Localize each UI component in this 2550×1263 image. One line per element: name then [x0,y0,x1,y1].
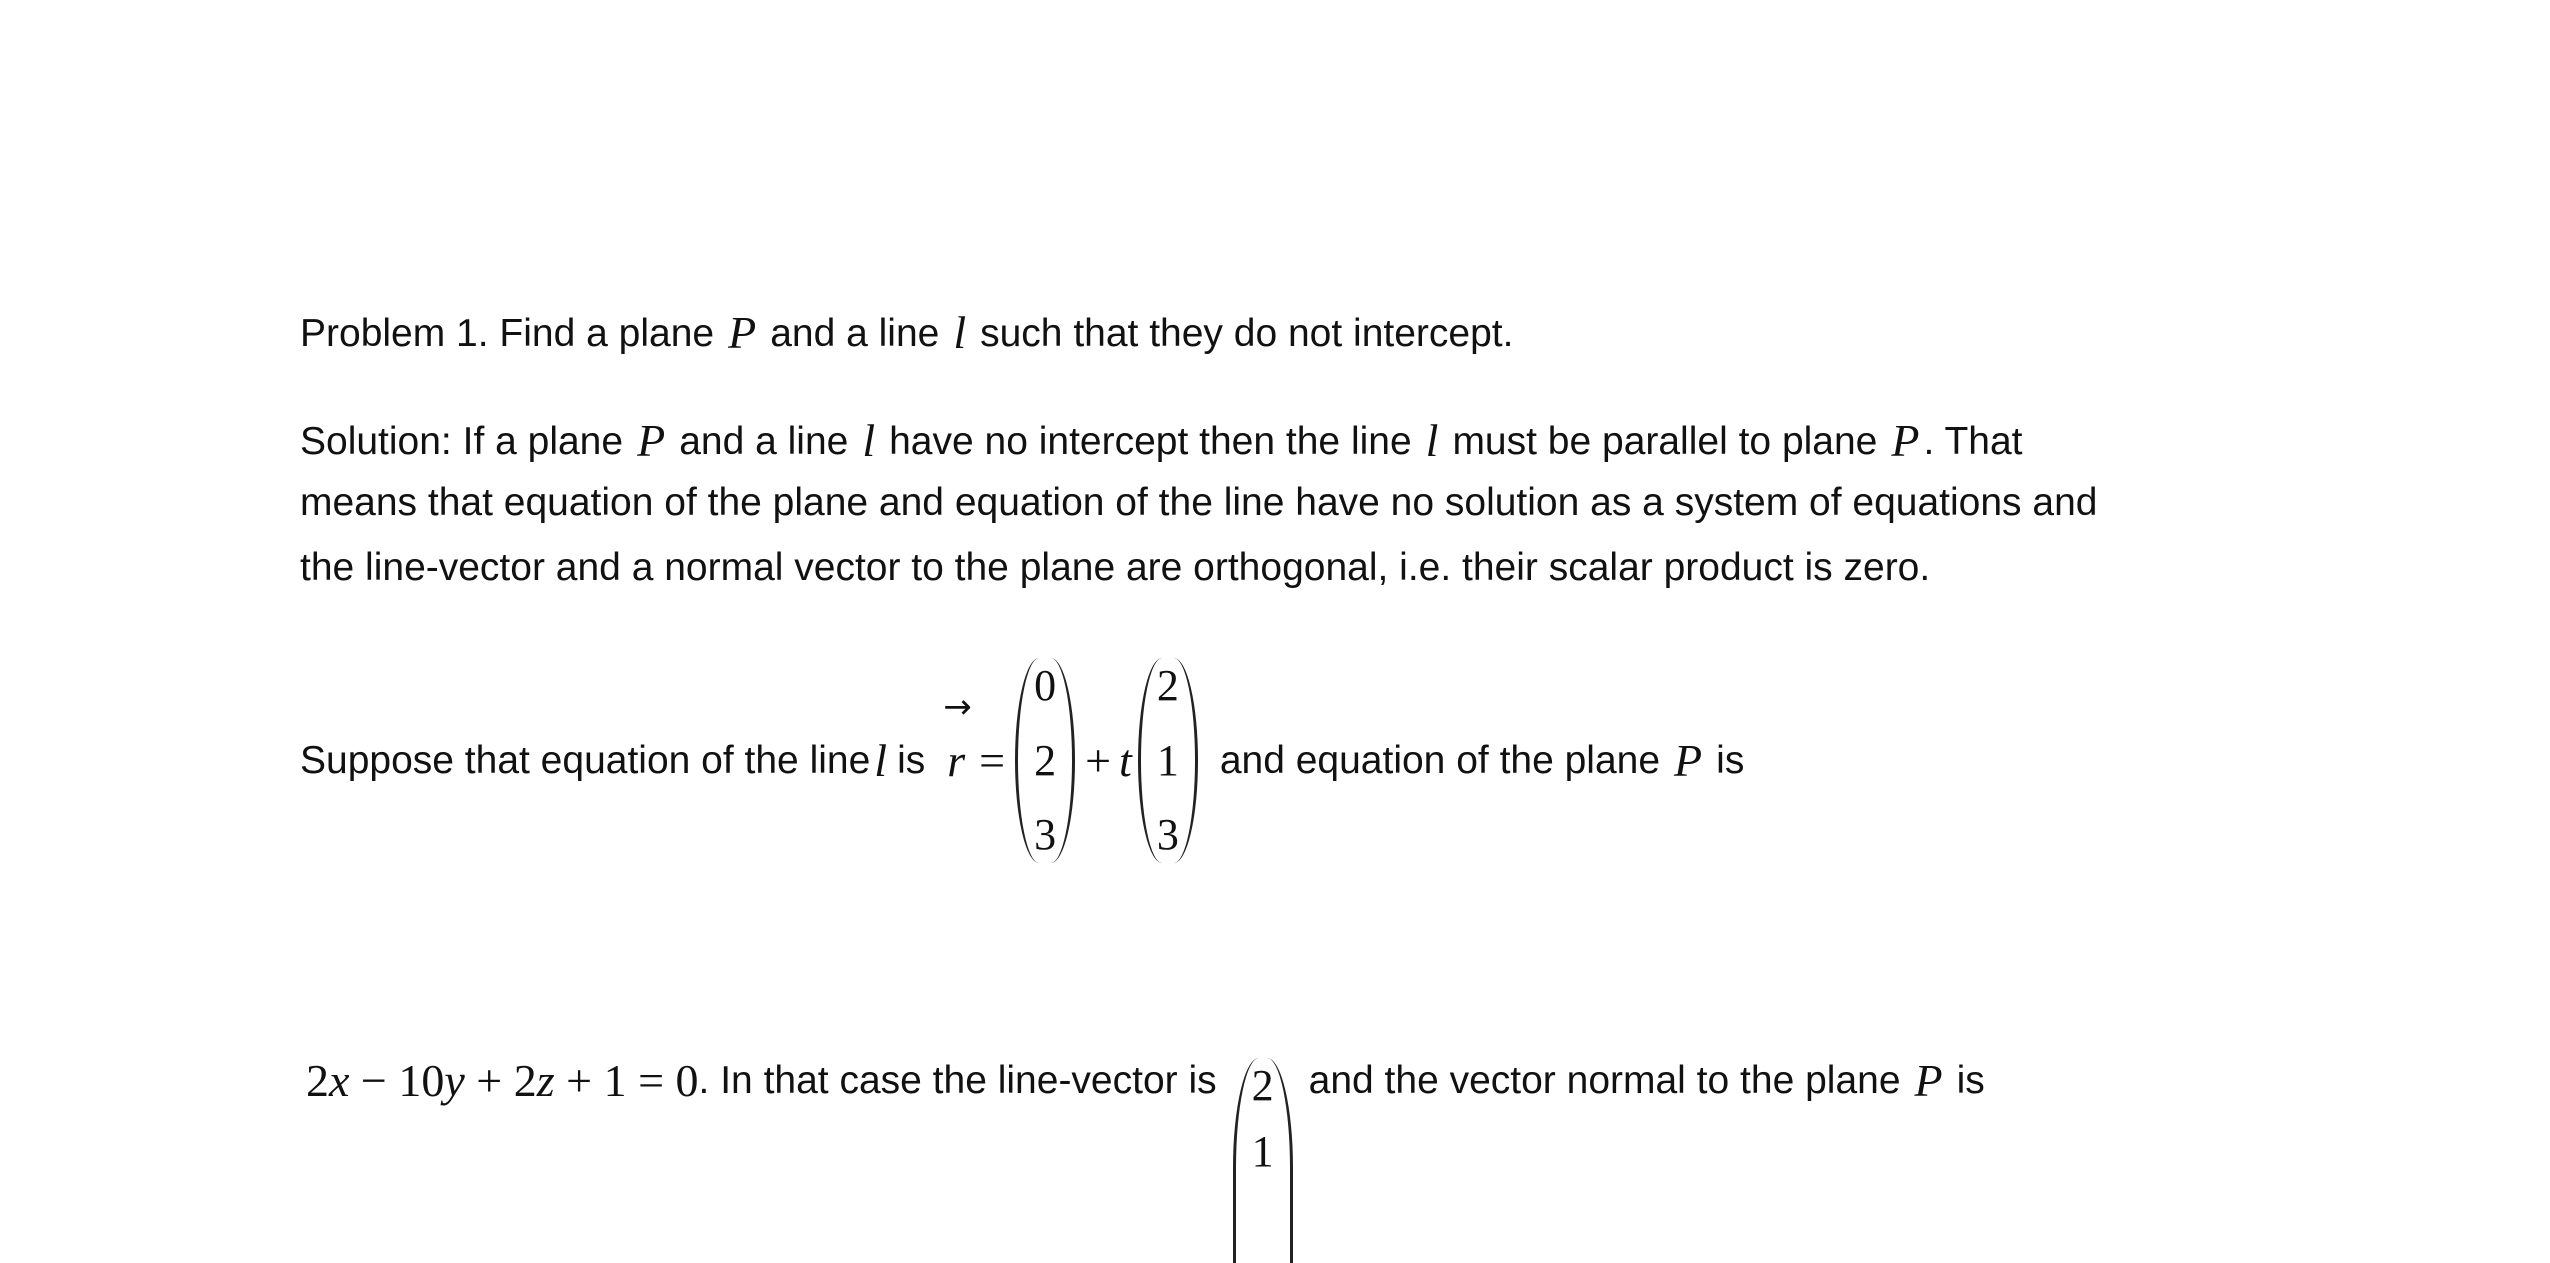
matrix-entry: 2 [1034,735,1057,785]
solution-line-1 [300,415,2023,466]
point-vector [1015,658,1075,863]
param-t: t [1119,734,1132,786]
var-plane-p: P [1914,1054,1943,1106]
suppose-text-2: is [897,739,926,782]
solution-text-3: have no intercept then the line [889,419,1412,463]
matrix-entry: 3 [1156,810,1179,859]
vector-r [943,686,972,786]
var-line-l: l [862,415,876,466]
var-line-l: l [1425,415,1439,466]
matrix-entry: 3 [1034,810,1057,859]
plane-equation-row [306,898,1985,1263]
direction-vector [1138,658,1198,863]
plane-text-3: is [1956,1059,1985,1102]
solution-text-1: Solution: If a plane [300,419,624,463]
plane-equation: 2x − 10y + 2z + 1 = 0 [306,1054,699,1106]
suppose-text-4: is [1716,739,1745,782]
solution-text-4: must be parallel to plane [1452,419,1878,463]
matrix-entry: 2 [1156,661,1179,710]
plane-text-2: and the vector normal to the plane [1308,1059,1901,1102]
problem-suffix: such that they do not intercept. [980,311,1514,355]
var-plane-p: P [728,307,757,358]
matrix-entry: 1 [1156,735,1179,785]
line-vector [1233,1058,1293,1263]
matrix-entry: 2 [1251,1061,1274,1110]
plus-sign: + [1085,734,1112,786]
solution-text-line3: the line-vector and a normal vector to the plane are orthogonal, i.e. their scalar product is zero. [300,546,1931,589]
plane-text-1: . In that case the line-vector is [698,1059,1217,1102]
problem-statement [300,307,1514,358]
problem-prefix: Problem 1. Find a plane [300,311,715,355]
var-plane-p: P [1891,415,1920,466]
solution-text-2: and a line [679,419,849,463]
var-r: r [947,734,966,786]
var-line-l: l [953,307,967,358]
line-equation-row [300,658,1744,863]
suppose-text-3: and equation of the plane [1219,739,1661,782]
var-line-l: l [874,734,888,786]
solution-line-2 [300,483,2097,522]
var-plane-p: P [637,415,666,466]
solution-text-5: . That [1923,419,2023,463]
solution-line-3 [300,548,1930,587]
problem-mid: and a line [770,311,940,355]
vector-arrow-icon: → [943,686,972,727]
matrix-entry: 1 [1251,1127,1274,1176]
suppose-text-1: Suppose that equation of the line [300,739,871,782]
equals-sign: = [979,734,1006,786]
matrix-entry: 0 [1034,661,1057,710]
solution-text-line2: means that equation of the plane and equation of the line have no solution as a system of equations and [300,481,2098,524]
var-plane-p: P [1674,734,1703,786]
